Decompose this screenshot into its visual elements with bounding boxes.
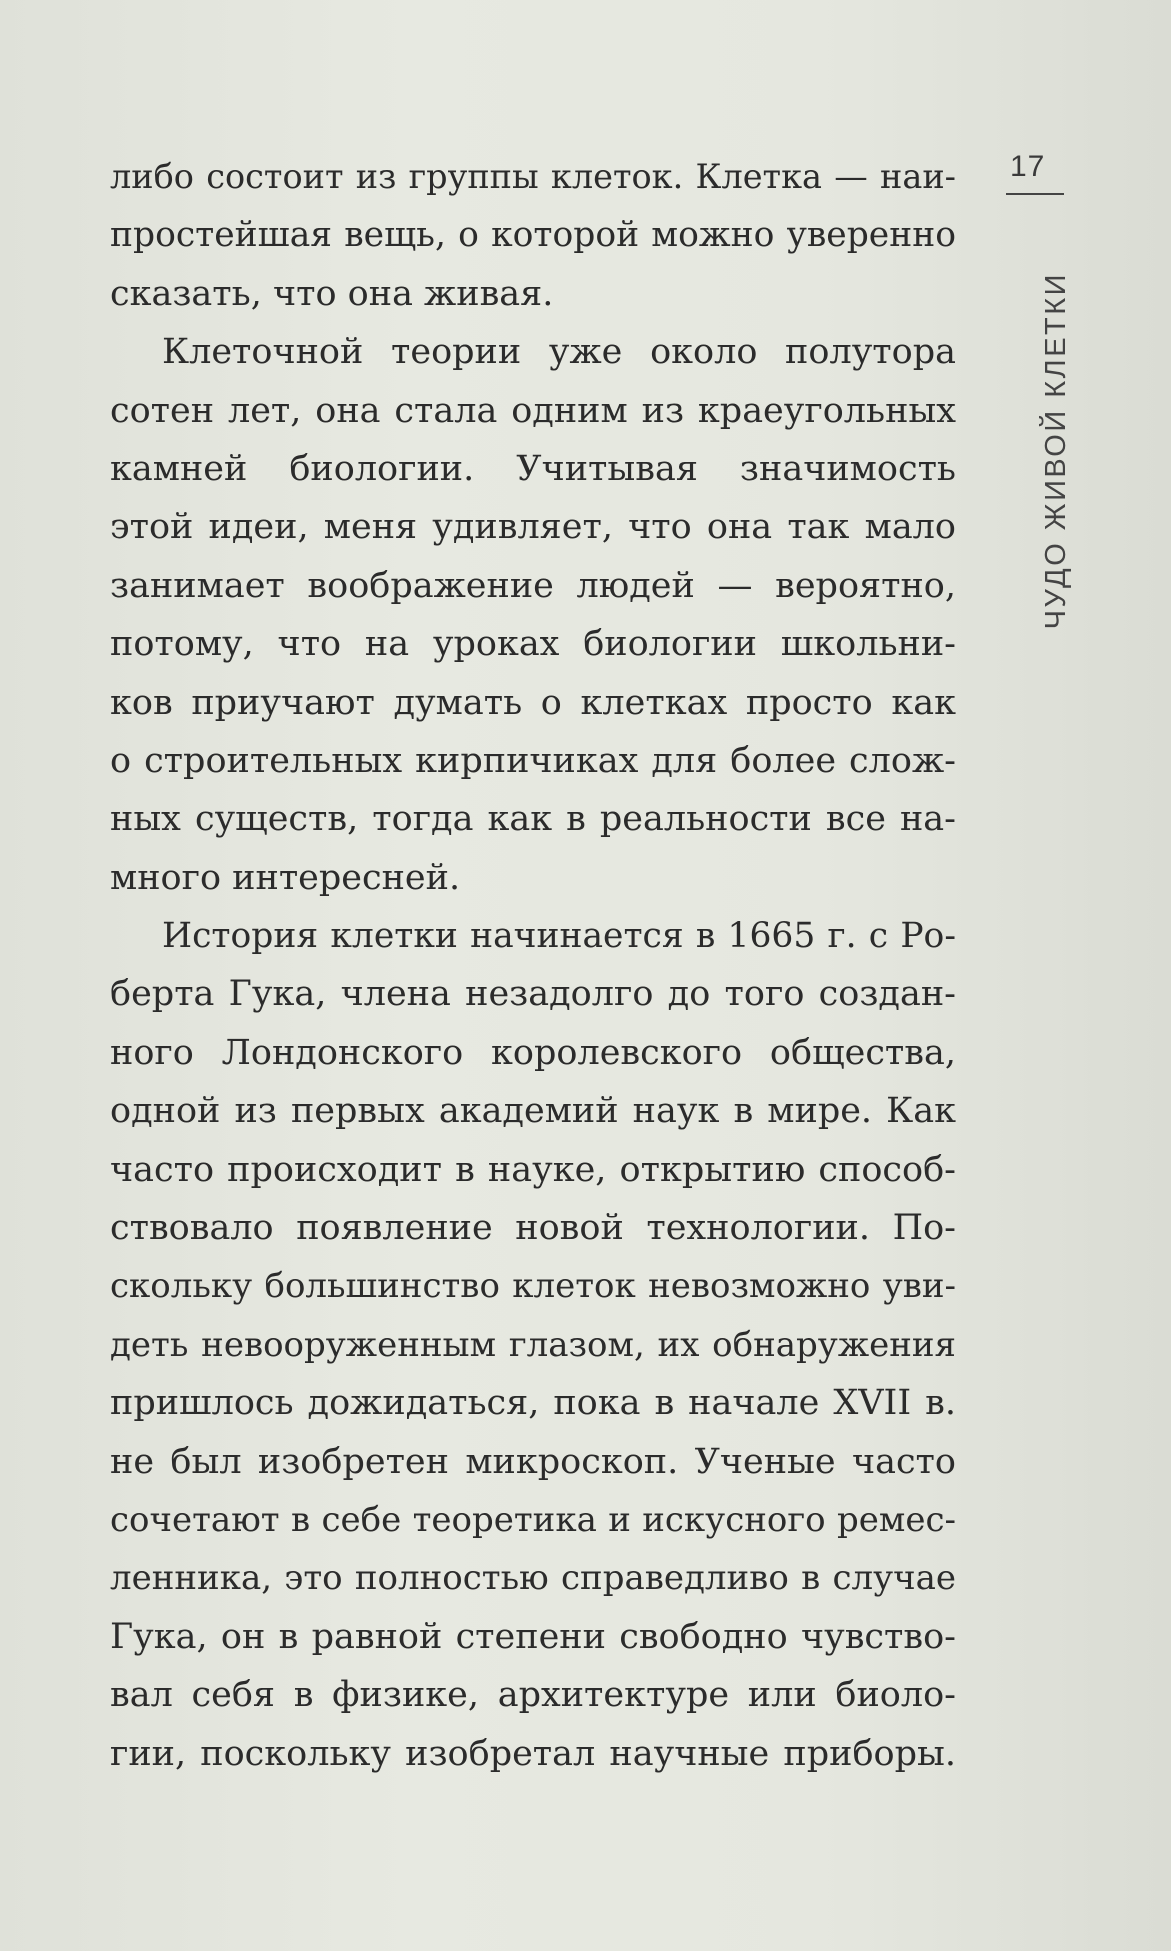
- text-line: о строительных кирпичиках для более слож-: [110, 740, 956, 781]
- text-line: сказать, что она живая.: [110, 273, 554, 314]
- header-rule: [1006, 193, 1064, 195]
- text-line: берта Гука, члена незадолго до того создан-: [110, 974, 956, 1015]
- text-line: гии, поскольку изобретал научные приборы.: [110, 1733, 956, 1774]
- text-line: занимает воображение людей — вероятно,: [110, 565, 956, 606]
- text-line: Клеточной теории уже около полутора: [162, 332, 956, 373]
- text-line: вал себя в физике, архитектуре или биоло-: [110, 1675, 956, 1716]
- text-line: ленника, это полностью справедливо в случае: [110, 1558, 956, 1599]
- page-number: 17: [1010, 150, 1046, 183]
- text-line: скольку большинство клеток невозможно уви-: [110, 1266, 956, 1307]
- text-line: Гука, он в равной степени свободно чувство-: [110, 1616, 956, 1657]
- text-line: пришлось дожидаться, пока в начале XVII в.: [110, 1383, 956, 1424]
- text-line: деть невооруженным глазом, их обнаружения: [110, 1324, 956, 1365]
- text-line: ного Лондонского королевского общества,: [110, 1032, 956, 1073]
- text-line: сочетают в себе теоретика и искусного ремес-: [110, 1499, 956, 1540]
- text-line: сотен лет, она стала одним из краеугольных: [110, 390, 956, 431]
- text-line: ков приучают думать о клетках просто как: [110, 682, 956, 723]
- text-line: либо состоит из группы клеток. Клетка — наи-: [110, 157, 956, 196]
- text-line: потому, что на уроках биологии школьни-: [110, 624, 956, 665]
- text-line: простейшая вещь, о которой можно уверенно: [110, 215, 956, 256]
- text-line: камней биологии. Учитывая значимость: [110, 448, 956, 489]
- text-line: часто происходит в науке, открытию способ-: [110, 1149, 956, 1190]
- body-text: [110, 148, 956, 1783]
- text-line: История клетки начинается в 1665 г. с Ро-: [162, 916, 956, 957]
- running-head: ЧУДО ЖИВОЙ КЛЕТКИ: [1040, 272, 1072, 630]
- text-line: ствовало появление новой технологии. По-: [110, 1208, 956, 1249]
- text-line: этой идеи, меня удивляет, что она так мало: [110, 507, 956, 548]
- text-line: одной из первых академий наук в мире. Как: [110, 1091, 956, 1132]
- text-line: много интересней.: [110, 857, 461, 898]
- text-line: не был изобретен микроскоп. Ученые часто: [110, 1441, 956, 1482]
- text-line: ных существ, тогда как в реальности все на-: [110, 799, 956, 840]
